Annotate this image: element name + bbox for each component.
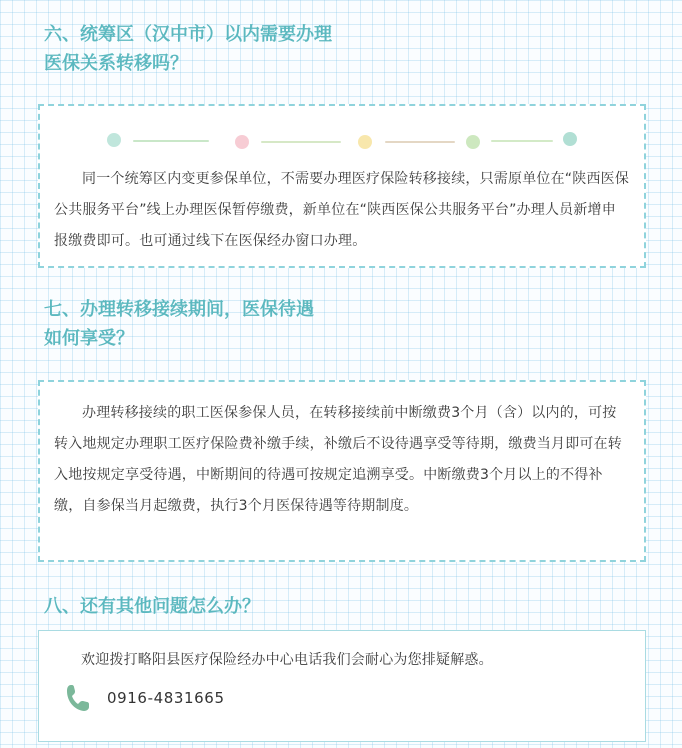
phone-icon — [65, 683, 91, 713]
section-8-heading — [44, 592, 260, 621]
phone-number[interactable]: 0916-4831665 — [107, 689, 225, 707]
section-6-card — [38, 104, 646, 268]
section-6-heading-line1: 六、统筹区（汉中市）以内需要办理 — [44, 24, 332, 45]
section-7-heading-line2: 如何享受？ — [44, 328, 134, 349]
section-7-heading — [44, 295, 314, 353]
section-7-card — [38, 380, 646, 562]
section-8-heading-line1: 八、还有其他问题怎么办？ — [44, 596, 260, 617]
section-6-heading-line2: 医保关系转移吗？ — [44, 53, 188, 74]
section-7-heading-line1: 七、办理转移接续期间，医保待遇 — [44, 299, 314, 320]
section-8-body: 欢迎拨打略阳县医疗保险经办中心电话我们会耐心为您排疑解惑。 — [81, 652, 493, 668]
section-7-body: 办理转移接续的职工医保参保人员，在转移接续前中断缴费3个月（含）以内的，可按转入地规定办理职工医疗保险费补缴手续，补缴后不设待遇享受等待期，缴费当月即可在转入地按规定享受待遇，中断期间的待遇可按规定追溯享受。中断缴费3个月以上的不得补缴，自参保当月起缴费，执行3个月医保待遇等待期制度。 — [54, 405, 622, 514]
phone-row[interactable] — [65, 683, 225, 713]
section-8-card — [38, 630, 646, 742]
section-6-heading — [44, 20, 332, 78]
section-6-body: 同一个统筹区内变更参保单位，不需要办理医疗保险转移接续，只需原单位在“陕西医保公共服务平台”线上办理医保暂停缴费，新单位在“陕西医保公共服务平台”办理人员新增申报缴费即可。也可通过线下在医保经办窗口办理。 — [54, 171, 630, 249]
